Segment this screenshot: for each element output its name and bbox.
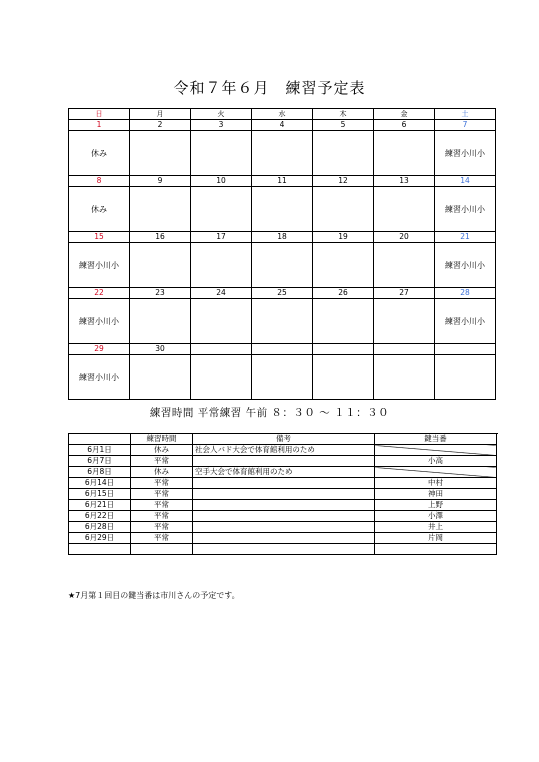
calendar-date-row	[69, 120, 496, 131]
schedule-key-duty: 小高	[375, 456, 497, 467]
calendar-day-cell: 休み	[69, 131, 130, 176]
table-row	[69, 445, 497, 456]
schedule-note: 空手大会で体育館利用のため	[193, 467, 375, 478]
calendar-day-cell	[374, 187, 435, 232]
practice-time: 練習時間 平常練習 午前 ８：３０ ～ １１：３０	[149, 407, 390, 419]
calendar-day-cell	[313, 355, 374, 400]
calendar-day-cell	[313, 187, 374, 232]
calendar-day-cell	[191, 243, 252, 288]
schedule-note	[193, 489, 375, 500]
calendar-date-row	[69, 176, 496, 187]
calendar-day-cell: 練習小川小	[435, 299, 496, 344]
calendar-day-number: 4	[252, 120, 313, 131]
schedule-practice-type: 平常	[131, 456, 193, 467]
calendar-day-number: 28	[435, 288, 496, 299]
calendar-day-cell: 練習小川小	[69, 299, 130, 344]
calendar-day-cell	[252, 187, 313, 232]
schedule-date: 6月28日	[69, 522, 131, 533]
header-practice-time: 練習時間	[131, 434, 193, 445]
schedule-key-duty	[375, 445, 497, 456]
calendar-day-number: 25	[252, 288, 313, 299]
calendar-day-number: 11	[252, 176, 313, 187]
calendar-day-number: 6	[374, 120, 435, 131]
calendar-day-number: 13	[374, 176, 435, 187]
table-row	[69, 522, 497, 533]
calendar-event-row	[69, 187, 496, 232]
calendar-day-cell	[374, 355, 435, 400]
calendar-day-number: 22	[69, 288, 130, 299]
calendar-day-cell: 練習小川小	[69, 355, 130, 400]
calendar-day-number: 26	[313, 288, 374, 299]
schedule-note	[193, 478, 375, 489]
schedule-note: 社会人バド大会で体育館利用のため	[193, 445, 375, 456]
calendar-day-number: 7	[435, 120, 496, 131]
schedule-key-duty: 神田	[375, 489, 497, 500]
weekday-wed: 水	[252, 109, 313, 120]
calendar-event-row	[69, 243, 496, 288]
calendar-day-number: 14	[435, 176, 496, 187]
calendar-day-cell	[191, 187, 252, 232]
calendar-day-cell	[252, 355, 313, 400]
schedule-practice-type: 休み	[131, 467, 193, 478]
schedule-practice-type: 平常	[131, 511, 193, 522]
calendar-day-cell	[191, 131, 252, 176]
calendar-day-number: 19	[313, 232, 374, 243]
weekday-mon: 月	[130, 109, 191, 120]
calendar-day-number: 18	[252, 232, 313, 243]
calendar-date-row	[69, 344, 496, 355]
calendar-day-number: 29	[69, 344, 130, 355]
calendar-day-cell	[374, 131, 435, 176]
weekday-header-row	[69, 109, 496, 120]
schedule-practice-type: 平常	[131, 500, 193, 511]
schedule-practice-type: 平常	[131, 478, 193, 489]
header-date	[69, 434, 131, 445]
calendar-day-number: 1	[69, 120, 130, 131]
calendar-day-cell	[252, 299, 313, 344]
schedule-date: 6月14日	[69, 478, 131, 489]
weekday-sun: 日	[69, 109, 130, 120]
calendar-day-cell: 休み	[69, 187, 130, 232]
calendar-day-cell	[252, 131, 313, 176]
calendar-day-number: 8	[69, 176, 130, 187]
schedule-date: 6月29日	[69, 533, 131, 544]
calendar-date-row	[69, 288, 496, 299]
table-row	[69, 467, 497, 478]
schedule-practice-type: 平常	[131, 489, 193, 500]
calendar-day-number	[191, 344, 252, 355]
calendar-day-number: 20	[374, 232, 435, 243]
calendar-day-number: 23	[130, 288, 191, 299]
schedule-key-duty: 小澤	[375, 511, 497, 522]
calendar-day-cell	[313, 243, 374, 288]
weekday-tue: 火	[191, 109, 252, 120]
calendar-day-number	[374, 344, 435, 355]
calendar-day-cell	[130, 243, 191, 288]
schedule-key-duty: 井上	[375, 522, 497, 533]
schedule-note	[193, 544, 375, 555]
calendar-day-cell	[130, 131, 191, 176]
calendar-day-cell	[374, 243, 435, 288]
table-row	[69, 456, 497, 467]
schedule-table	[68, 433, 497, 555]
calendar-day-cell: 練習小川小	[435, 131, 496, 176]
calendar-day-number	[313, 344, 374, 355]
calendar-day-number	[252, 344, 313, 355]
weekday-fri: 金	[374, 109, 435, 120]
calendar-day-number: 15	[69, 232, 130, 243]
calendar-day-cell	[435, 355, 496, 400]
schedule-header-row	[69, 434, 497, 445]
calendar-day-cell	[313, 299, 374, 344]
calendar-day-cell	[252, 243, 313, 288]
calendar-day-number: 9	[130, 176, 191, 187]
table-row	[69, 544, 497, 555]
calendar-day-number: 24	[191, 288, 252, 299]
schedule-date: 6月22日	[69, 511, 131, 522]
page-title: 令和７年６月 練習予定表	[173, 79, 366, 97]
schedule-key-duty	[375, 467, 497, 478]
schedule-practice-type	[131, 544, 193, 555]
calendar-date-row	[69, 232, 496, 243]
table-row	[69, 489, 497, 500]
schedule-practice-type: 平常	[131, 522, 193, 533]
schedule-date: 6月8日	[69, 467, 131, 478]
schedule-note	[193, 456, 375, 467]
calendar-day-number: 2	[130, 120, 191, 131]
calendar-event-row	[69, 299, 496, 344]
calendar-day-cell	[191, 355, 252, 400]
table-row	[69, 533, 497, 544]
calendar-day-number	[435, 344, 496, 355]
schedule-practice-type: 休み	[131, 445, 193, 456]
calendar-day-number: 17	[191, 232, 252, 243]
table-row	[69, 511, 497, 522]
schedule-date: 6月15日	[69, 489, 131, 500]
schedule-note	[193, 533, 375, 544]
schedule-note	[193, 522, 375, 533]
calendar-day-cell	[130, 187, 191, 232]
schedule-date: 6月21日	[69, 500, 131, 511]
schedule-note	[193, 511, 375, 522]
calendar-day-cell: 練習小川小	[69, 243, 130, 288]
weekday-thu: 木	[313, 109, 374, 120]
schedule-practice-type: 平常	[131, 533, 193, 544]
calendar-day-number: 3	[191, 120, 252, 131]
calendar-day-number: 16	[130, 232, 191, 243]
schedule-date: 6月7日	[69, 456, 131, 467]
calendar-day-number: 10	[191, 176, 252, 187]
footnote: ★7月第１回目の鍵当番は市川さんの予定です。	[68, 591, 240, 600]
calendar-table	[68, 108, 496, 400]
calendar-day-number: 30	[130, 344, 191, 355]
calendar-day-cell: 練習小川小	[435, 187, 496, 232]
schedule-key-duty: 中村	[375, 478, 497, 489]
header-note: 備考	[193, 434, 375, 445]
calendar-day-number: 27	[374, 288, 435, 299]
schedule-key-duty: 片岡	[375, 533, 497, 544]
calendar-day-number: 5	[313, 120, 374, 131]
calendar-event-row	[69, 355, 496, 400]
schedule-date	[69, 544, 131, 555]
header-key-duty: 鍵当番	[375, 434, 497, 445]
calendar-day-cell	[374, 299, 435, 344]
schedule-date: 6月1日	[69, 445, 131, 456]
table-row	[69, 478, 497, 489]
calendar-day-cell	[191, 299, 252, 344]
weekday-sat: 土	[435, 109, 496, 120]
schedule-key-duty: 上野	[375, 500, 497, 511]
schedule-key-duty	[375, 544, 497, 555]
calendar-day-cell	[313, 131, 374, 176]
calendar-day-number: 21	[435, 232, 496, 243]
schedule-note	[193, 500, 375, 511]
calendar-day-cell: 練習小川小	[435, 243, 496, 288]
calendar-day-cell	[130, 299, 191, 344]
table-row	[69, 500, 497, 511]
calendar-event-row	[69, 131, 496, 176]
calendar-day-number: 12	[313, 176, 374, 187]
calendar-day-cell	[130, 355, 191, 400]
